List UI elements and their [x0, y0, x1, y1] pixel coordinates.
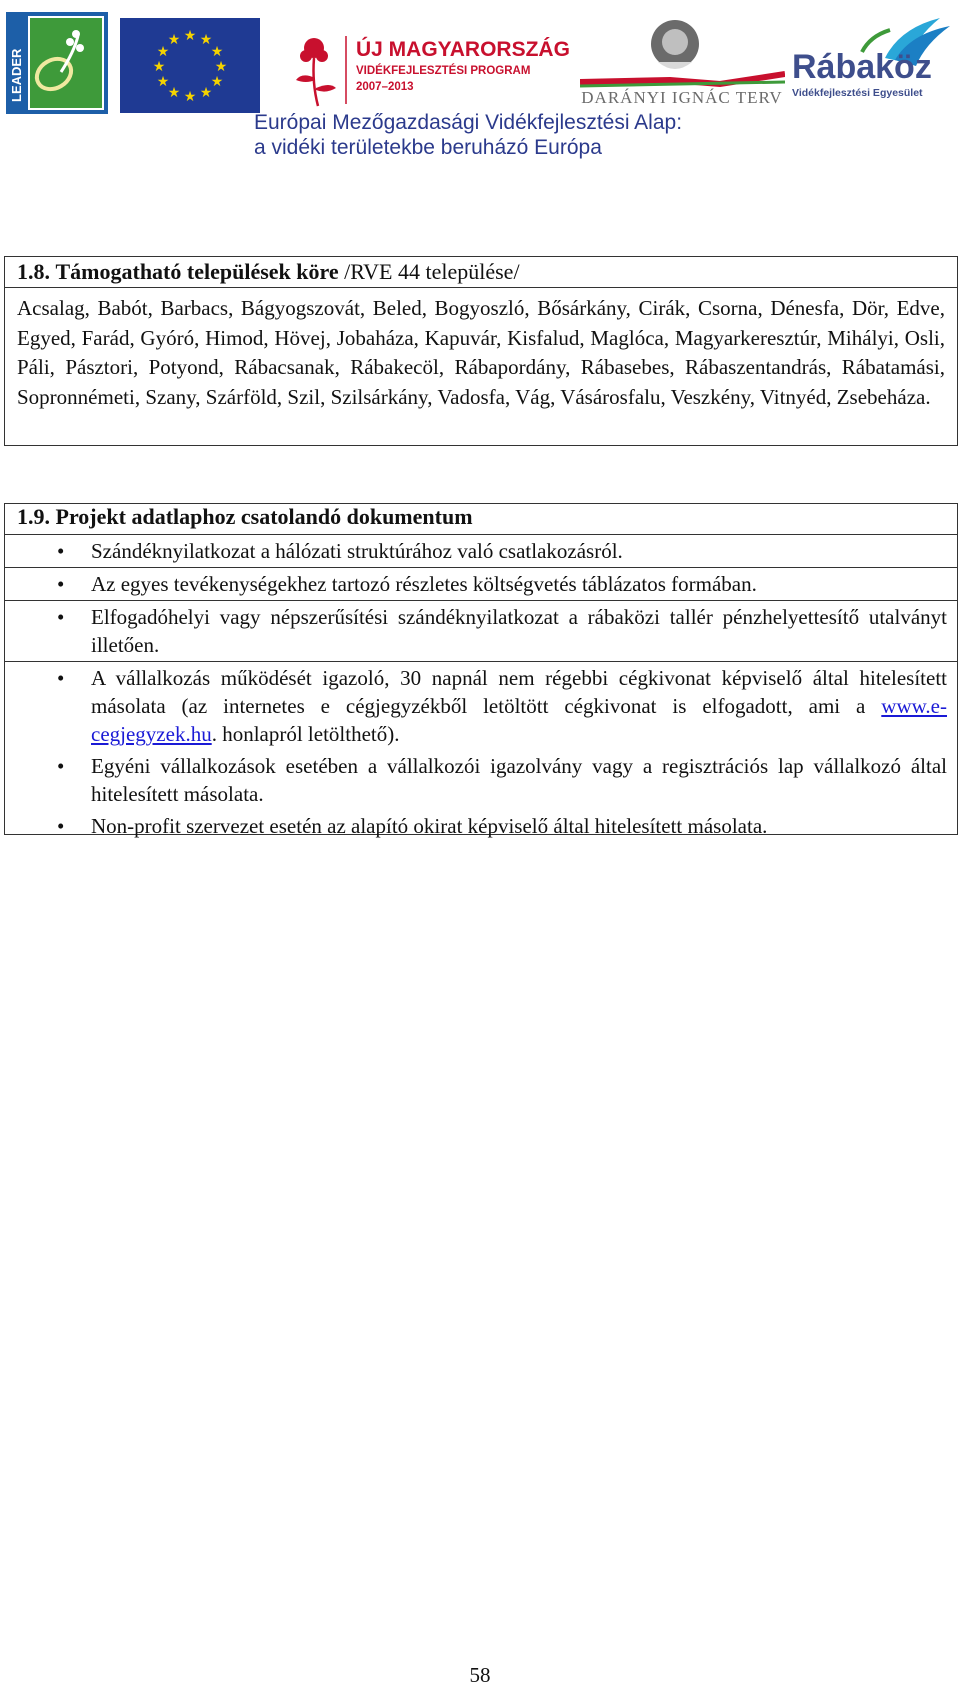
bullet-icon: • — [57, 666, 65, 690]
bullet-icon: • — [57, 814, 65, 838]
svg-text:★: ★ — [183, 28, 197, 44]
svg-text:★: ★ — [167, 85, 181, 101]
svg-text:★: ★ — [156, 44, 170, 60]
svg-text:VIDÉKFEJLESZTÉSI PROGRAM: VIDÉKFEJLESZTÉSI PROGRAM — [356, 65, 531, 77]
document-item-text: Egyéni vállalkozások esetében a vállalkozói igazolvány vagy a regisztrációs lap vállalkozó által hitelesített másolata. — [91, 754, 947, 806]
settlements-list: Acsalag, Babót, Barbacs, Bágyogszovát, Beled, Bogyoszló, Bősárkány, Cirák, Csorna, Dénesfa, Dör, Edve, Egyed, Farád, Gyóró, Himod, Hövej, Jobaháza, Kapuvár, Kisfalud, Maglóca, Magyarkeresztúr, Mihályi, Osli, Páli, Pásztori, Potyond, Rábacsanak, Rábakecöl, Rábapordány, Rábasebes, Rábaszentandrás, Rábatamási, Sopronnémeti, Szany, Szárföld, Szil, Szilsárkány, Vadosfa, Vág, Vásárosfalu, Veszkény, Vitnyéd, Zsebeháza. — [17, 296, 945, 409]
section-1-8-box — [4, 256, 958, 446]
e-cegjegyzek-link[interactable]: www.e-cegjegyzek.hu — [91, 694, 947, 746]
document-item — [5, 810, 957, 842]
bullet-icon: • — [57, 539, 65, 563]
bullet-icon: • — [57, 605, 65, 629]
svg-text:★: ★ — [183, 89, 197, 105]
document-item-text — [91, 666, 947, 746]
svg-text:Rábaköz: Rábaköz — [792, 48, 932, 86]
uj-magyarorszag-logo — [284, 28, 574, 108]
section-1-8-number: 1.8. — [17, 259, 50, 284]
document-item — [5, 534, 957, 567]
document-item-text: Szándéknyilatkozat a hálózati struktúrához való csatlakozásról. — [91, 539, 623, 563]
document-item-text: Non-profit szervezet esetén az alapító okirat képviselő által hitelesített másolata. — [91, 814, 768, 838]
svg-text:★: ★ — [210, 74, 224, 90]
document-item — [5, 600, 957, 661]
document-item-text-part: . honlapról letölthető). — [211, 722, 400, 746]
document-item-text-part: A vállalkozás működését igazoló, 30 napnál nem régebbi cégkivonat képviselő által hitelesített másolata (az internetes e cégjegyzékből letöltött cégkivonat is elfogadott, ami a — [91, 666, 947, 718]
eafrd-line-2: a vidéki területekbe beruházó Európa — [254, 136, 602, 159]
svg-text:★: ★ — [199, 32, 213, 48]
document-item — [5, 750, 957, 810]
bullet-icon: • — [57, 754, 65, 778]
eafrd-slogan — [254, 110, 774, 160]
leader-logo — [6, 12, 108, 114]
eu-flag-logo — [120, 18, 260, 113]
svg-text:★: ★ — [214, 59, 228, 75]
document-item — [5, 567, 957, 600]
svg-text:ÚJ MAGYARORSZÁG: ÚJ MAGYARORSZÁG — [356, 38, 570, 61]
svg-text:Vidékfejlesztési Egyesület: Vidékfejlesztési Egyesület — [792, 87, 923, 99]
document-item-text: Az egyes tevékenységekhez tartozó részletes költségvetés táblázatos formában. — [91, 572, 757, 596]
svg-text:2007–2013: 2007–2013 — [356, 81, 414, 93]
eafrd-line-1: Európai Mezőgazdasági Vidékfejlesztési Alap: — [254, 111, 683, 134]
section-1-8-title-bold: Támogatható települések köre — [55, 259, 339, 284]
document-item — [5, 661, 957, 750]
section-1-9-title: 1.9. Projekt adatlaphoz csatolandó dokumentum — [17, 504, 473, 529]
section-1-9-box — [4, 503, 958, 838]
page-number: 58 — [469, 1663, 491, 1687]
svg-text:★: ★ — [210, 44, 224, 60]
svg-text:★: ★ — [152, 59, 166, 75]
daranyi-ignac-terv-logo — [580, 16, 785, 106]
svg-text:DARÁNYI IGNÁC TERV: DARÁNYI IGNÁC TERV — [581, 88, 783, 106]
section-1-8-title-rest: /RVE 44 települése/ — [338, 259, 520, 284]
svg-text:LEADER: LEADER — [9, 48, 24, 102]
svg-text:★: ★ — [199, 85, 213, 101]
section-1-8-title — [5, 257, 957, 288]
bullet-icon: • — [57, 572, 65, 596]
document-item-text: Elfogadóhelyi vagy népszerűsítési szándéknyilatkozat a rábaközi tallér pénzhelyettesítő utalványt illetően. — [91, 605, 947, 657]
rabakoz-logo — [790, 8, 960, 103]
svg-text:★: ★ — [167, 32, 181, 48]
header-logos — [0, 0, 960, 170]
svg-text:★: ★ — [156, 74, 170, 90]
